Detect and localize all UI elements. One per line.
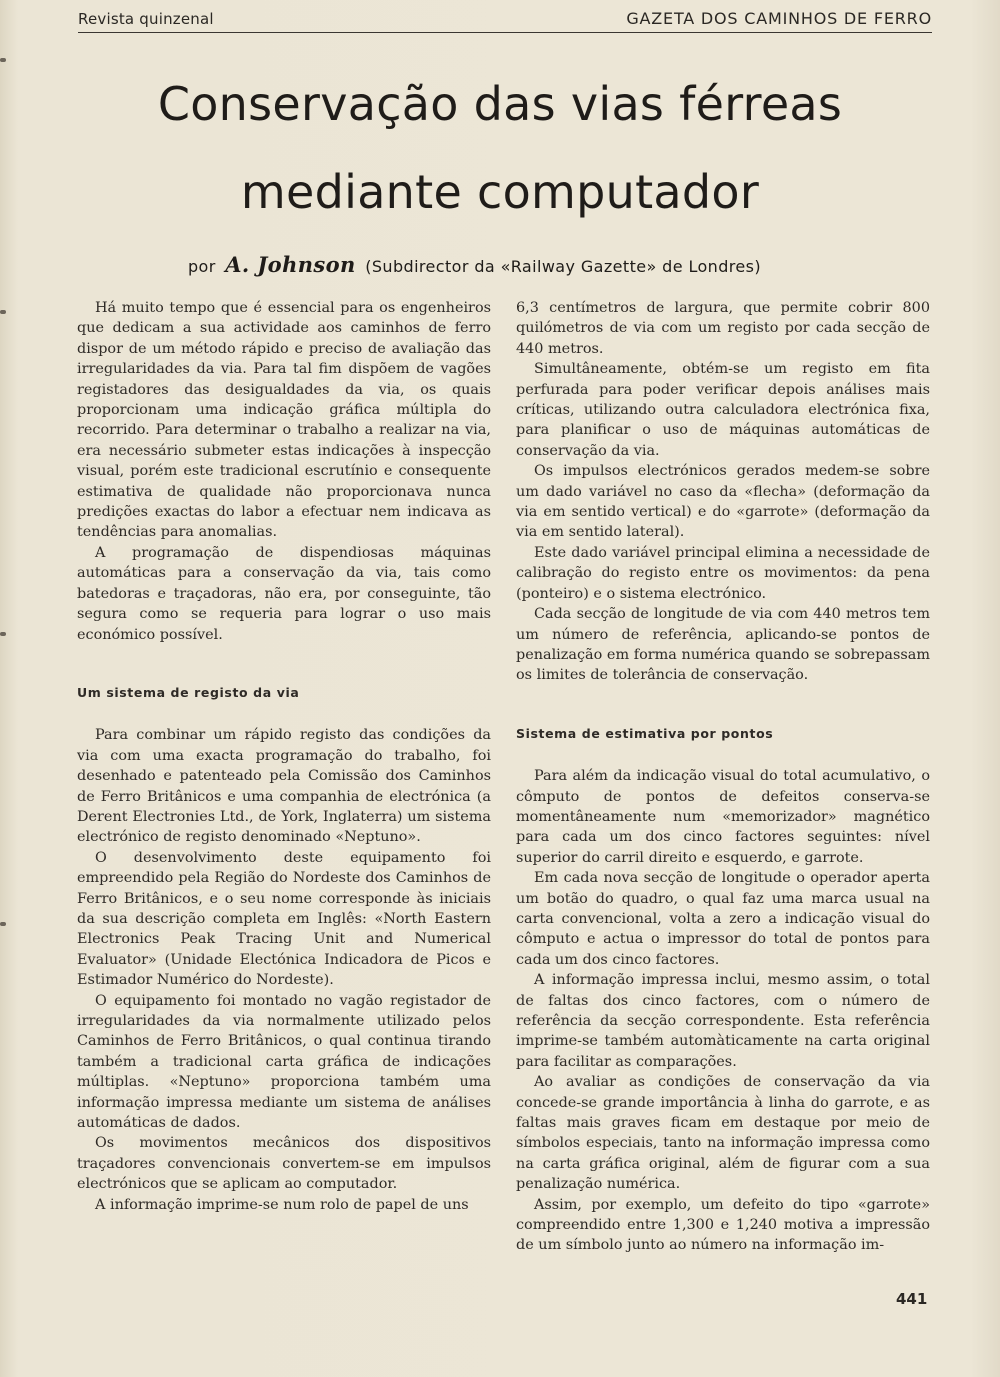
paragraph: Assim, por exemplo, um defeito do tipo «garrote» compreendido entre 1,300 e 1,240 motiva a impressão de um símbolo junto ao número na informação im- bbox=[516, 1196, 930, 1254]
header-right: GAZETA DOS CAMINHOS DE FERRO bbox=[626, 9, 932, 28]
running-header bbox=[78, 8, 932, 33]
title-line-2: mediante computador bbox=[240, 165, 760, 219]
left-column bbox=[77, 298, 491, 1215]
paragraph: A informação impressa inclui, mesmo assim, o total de faltas dos cinco factores, com o número de referência da secção correspondente. Esta referência imprime-se também automàticamente na carta original para facilitar as comparações. bbox=[516, 972, 930, 1070]
paragraph: 6,3 centímetros de largura, que permite cobrir 800 quilómetros de via com um registo por cada secção de 440 metros. bbox=[516, 300, 930, 357]
paragraph: Os movimentos mecânicos dos dispositivos traçadores convencionais convertem-se em impulsos electrónicos que se aplicam ao computador. bbox=[77, 1135, 491, 1193]
byline-role: (Subdirector da «Railway Gazette» de Londres) bbox=[365, 257, 762, 276]
binding-hole-mark bbox=[0, 310, 6, 314]
right-column bbox=[516, 298, 930, 1256]
paragraph: O equipamento foi montado no vagão registador de irregularidades da via normalmente utilizado pelos Caminhos de Ferro Britânicos, o qual continua tirando também a tradicional carta gráfica de indicações múltiplas. «Neptuno» proporciona também uma informação impressa mediante um sistema de análises automáticas de dados. bbox=[77, 992, 491, 1132]
byline bbox=[188, 252, 828, 277]
paragraph: Há muito tempo que é essencial para os engenheiros que dedicam a sua actividade aos caminhos de ferro dispor de um método rápido e preciso de avaliação das irregularidades da via. Para tal fim dispõem de vagões registadores das desigualdades da via, os quais proporcionam uma indicação gráfica múltipla do recorrido. Para determinar o trabalho a realizar na via, era necessário submeter estas indicações à inspecção visual, porém este tradicional escrutínio e consequente estimativa de qualidade não proporcionava nunca predições exactas do labor a efectuar nem indicava as tendências para anomalias. bbox=[77, 300, 491, 541]
paragraph: Para combinar um rápido registo das condições da via com uma exacta programação do trabalho, foi desenhado e patenteado pela Comissão dos Caminhos de Ferro Britânicos e uma companhia de electrónica (a Derent Electronies Ltd., de York, Inglaterra) um sistema electrónico de registo denominado «Neptuno». bbox=[77, 727, 491, 846]
byline-author: A. Johnson bbox=[225, 252, 356, 277]
paragraph: O desenvolvimento deste equipamento foi empreendido pela Região do Nordeste dos Caminhos de Ferro Britânicos, e o seu nome corresponde às iniciais da sua descrição completa em Inglês: «North Eastern Electronics Peak Tracing Unit and Numerical Evaluator» (Unidade Electónica Indicadora de Picos e Estimador Numérico do Nordeste). bbox=[77, 849, 491, 989]
paragraph: Simultâneamente, obtém-se um registo em fita perfurada para poder verificar depois análises mais críticas, utilizando outra calculadora electrónica fixa, para planificar o uso de máquinas automáticas de conservação da via. bbox=[516, 361, 930, 459]
section-heading: Sistema de estimativa por pontos bbox=[516, 725, 774, 741]
section-heading: Um sistema de registo da via bbox=[77, 684, 300, 700]
article-title bbox=[0, 60, 1000, 236]
binding-hole-mark bbox=[0, 632, 6, 636]
paragraph: A programação de dispendiosas máquinas automáticas para a conservação da via, tais como batedoras e traçadoras, não era, por conseguinte, tão segura como se requeria para lograr o uso mais económico possível. bbox=[77, 544, 491, 643]
paragraph: Este dado variável principal elimina a necessidade de calibração do registo entre os movimentos: da pena (ponteiro) e o sistema electrónico. bbox=[516, 544, 930, 602]
header-left: Revista quinzenal bbox=[78, 10, 214, 28]
paragraph: Para além da indicação visual do total acumulativo, o cômputo de pontos de defeitos conserva-se momentâneamente num «memorizador» magnético para cada um dos cinco factores seguintes: nível superior do carril direito e esquerdo, e garrote. bbox=[516, 768, 930, 866]
page-number: 441 bbox=[896, 1290, 928, 1308]
paragraph: Ao avaliar as condições de conservação da via concede-se grande importância à linha do garrote, e as faltas mais graves ficam em destaque por meio de símbolos especiais, tanto na informação impressa como na carta gráfica original, além de figurar com a sua penalização numérica. bbox=[516, 1074, 930, 1193]
paragraph: Cada secção de longitude de via com 440 metros tem um número de referência, aplicando-se pontos de penalização em forma numérica quando se sobrepassam os limites de tolerância de conservação. bbox=[516, 606, 930, 684]
paragraph: Em cada nova secção de longitude o operador aperta um botão do quadro, o qual faz uma marca usual na carta convencional, volta a zero a indicação visual do cômputo e actua o impressor do total de pontos para cada um dos cinco factores. bbox=[516, 870, 930, 968]
paragraph: A informação imprime-se num rolo de papel de uns bbox=[95, 1196, 469, 1213]
binding-hole-mark bbox=[0, 922, 6, 926]
byline-por: por bbox=[188, 257, 216, 276]
paragraph: Os impulsos electrónicos gerados medem-se sobre um dado variável no caso da «flecha» (deformação da via em sentido vertical) e do «garrote» (deformação da via em sentido lateral). bbox=[516, 463, 930, 541]
title-line-1: Conservação das vias férreas bbox=[157, 77, 843, 131]
